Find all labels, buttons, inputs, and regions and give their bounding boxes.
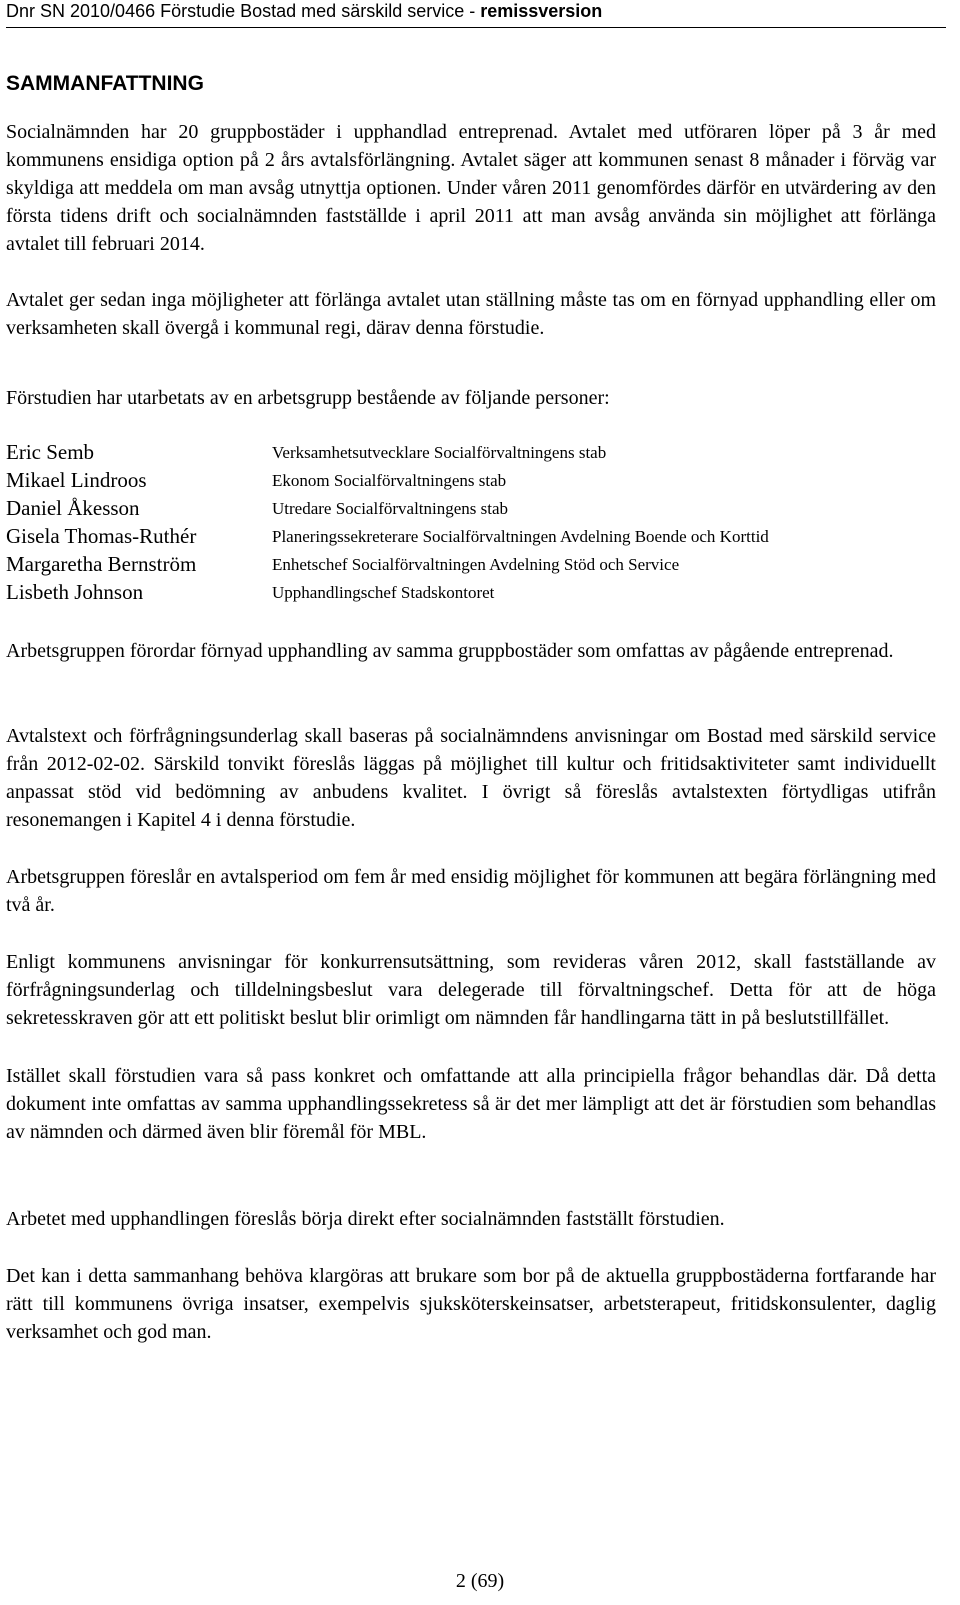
member-row	[6, 522, 946, 550]
member-role: Utredare Socialförvaltningens stab	[272, 499, 509, 518]
member-row	[6, 550, 946, 578]
working-group-list	[6, 438, 946, 606]
member-name: Daniel Åkesson	[6, 496, 140, 520]
paragraph-user-rights: Det kan i detta sammanhang behöva klargöras att brukare som bor på de aktuella gruppbostäderna fortfarande har rätt till kommunens övriga insatser, exempelvis sjuksköterskeinsatser, arbetsterapeut, fritidskonsulenter, daglig verksamhet och god man.	[6, 1265, 936, 1343]
member-role: Verksamhetsutvecklare Socialförvaltningens stab	[272, 443, 607, 462]
page-number: 2 (69)	[455, 1570, 505, 1592]
member-role: Enhetschef Socialförvaltningen Avdelning Stöd och Service	[272, 555, 680, 574]
paragraph-no-options: Avtalet ger sedan inga möjligheter att förlänga avtalet utan ställning måste tas om en förnyad upphandling eller om verksamheten skall övergå i kommunal regi, därav denna förstudie.	[6, 289, 936, 339]
member-row	[6, 494, 946, 522]
paragraph-study-handling: Istället skall förstudien vara så pass konkret och omfattande att alla principiella frågor behandlas där. Då detta dokument inte omfattas av samma upphandlingssekretess så är det mer lämpligt att det är förstudien som behandlas av nämnden och därmed även blir föremål för MBL.	[6, 1065, 936, 1143]
member-row	[6, 578, 946, 606]
paragraph-delegation: Enligt kommunens anvisningar för konkurrensutsättning, som revideras våren 2012, skall fastställande av förfrågningsunderlag och tilldelningsbeslut vara delegerade till förvaltningschef. Detta för att de höga sekretesskraven gör att ett politiskt beslut blir orimligt om nämnden får handlingarna tätt in på beslutstillfället.	[6, 951, 936, 1029]
paragraph-recommendation: Arbetsgruppen förordar förnyad upphandling av samma gruppbostäder som omfattas av pågående entreprenad.	[6, 640, 894, 662]
header-version-label: remissversion	[480, 1, 603, 21]
member-role: Ekonom Socialförvaltningens stab	[272, 471, 507, 490]
member-row	[6, 438, 946, 466]
member-role: Planeringssekreterare Socialförvaltningen Avdelning Boende och Korttid	[272, 527, 769, 546]
member-name: Lisbeth Johnson	[6, 580, 144, 604]
header-divider	[6, 27, 946, 28]
paragraph-working-group-intro: Förstudien har utarbetats av en arbetsgrupp bestående av följande personer:	[6, 387, 610, 409]
document-header	[6, 0, 946, 22]
member-name: Mikael Lindroos	[6, 468, 147, 492]
paragraph-contract-period: Arbetsgruppen föreslår en avtalsperiod om fem år med ensidig möjlighet för kommunen att begära förlängning med två år.	[6, 866, 936, 916]
paragraph-procurement-start: Arbetet med upphandlingen föreslås börja direkt efter socialnämnden fastställt förstudien.	[6, 1208, 725, 1230]
paragraph-background: Socialnämnden har 20 gruppbostäder i upphandlad entreprenad. Avtalet med utföraren löper på 3 år med kommunens ensidiga option på 2 års avtalsförlängning. Avtalet säger att kommunen senast 8 månader i förväg var skyldiga att meddela om man avsåg utnyttja optionen. Under våren 2011 genomfördes därför en utvärdering av den första tidens drift och socialnämnden fastställde i april 2011 att man avsåg använda sin möjlighet att förlänga avtalet till februari 2014.	[6, 121, 936, 255]
member-name: Gisela Thomas-Ruthér	[6, 524, 197, 548]
member-row	[6, 466, 946, 494]
paragraph-contract-text: Avtalstext och förfrågningsunderlag skall baseras på socialnämndens anvisningar om Bostad med särskild service från 2012-02-02. Särskild tonvikt föreslås läggas på möjlighet till kultur och fritidsaktiviteter samt individuellt anpassat stöd vid bedömning av anbudens kvalitet. I övrigt så föreslås avtalstexten förtydligas utifrån resonemangen i Kapitel 4 i denna förstudie.	[6, 725, 936, 831]
member-role: Upphandlingschef Stadskontoret	[272, 583, 495, 602]
section-title: SAMMANFATTNING	[6, 72, 204, 95]
member-name: Margaretha Bernström	[6, 552, 197, 576]
header-title: Dnr SN 2010/0466 Förstudie Bostad med särskild service -	[6, 1, 481, 21]
member-name: Eric Semb	[6, 440, 95, 464]
